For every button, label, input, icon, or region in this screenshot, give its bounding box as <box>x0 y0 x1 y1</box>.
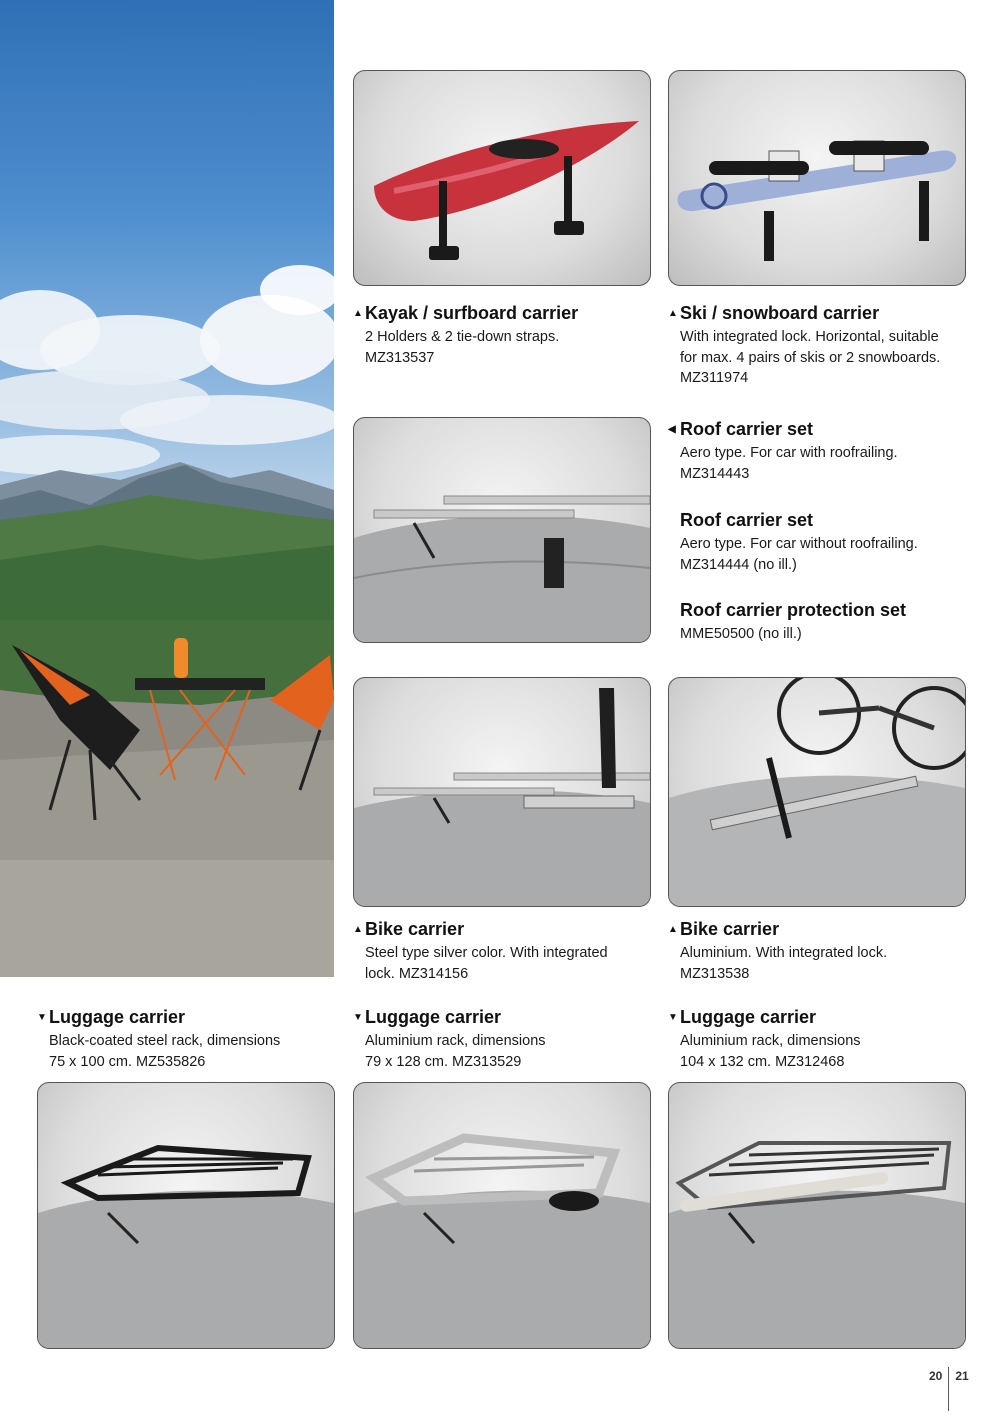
bike-carrier-aluminium-description: Aluminium. With integrated lock. MZ313538 <box>680 945 888 982</box>
roof-bars-illustration <box>354 418 650 642</box>
page-number-right: 21 <box>955 1369 969 1383</box>
roof-carrier-no-rail-title: Roof carrier set <box>680 510 814 530</box>
ski-carrier-item <box>668 302 940 389</box>
page-number-divider <box>948 1367 949 1411</box>
page-numbers <box>929 1369 969 1411</box>
bike-mount-illustration <box>354 678 650 906</box>
roof-carrier-no-rail-description: Aero type. For car without roofrailing. MZ314444 (no ill.) <box>680 536 918 573</box>
arrow-up-icon: ▲ <box>353 924 363 935</box>
bike-carrier-steel-item <box>353 918 608 984</box>
arrow-down-icon: ▼ <box>353 1012 363 1023</box>
roof-carrier-title: ◀ Roof carrier set <box>668 419 814 439</box>
kayak-carrier-photo <box>353 70 651 286</box>
luggage-carrier-steel-photo <box>37 1082 335 1349</box>
bike-carrier-steel-photo <box>353 677 651 907</box>
ski-carrier-photo <box>668 70 966 286</box>
luggage-carrier-aluminium-104-description: Aluminium rack, dimensions 104 x 132 cm. MZ312468 <box>680 1033 861 1070</box>
black-rack-illustration <box>38 1083 334 1348</box>
bike-carrier-aluminium-title: ▲ Bike carrier <box>668 919 780 939</box>
bike-carrier-steel-title: ▲ Bike carrier <box>353 919 465 939</box>
luggage-carrier-aluminium-79-title: ▼ Luggage carrier <box>353 1007 502 1027</box>
page-number-left: 20 <box>929 1369 943 1383</box>
luggage-carrier-aluminium-79-item <box>353 1006 546 1072</box>
luggage-carrier-steel-description: Black-coated steel rack, dimensions 75 x 100 cm. MZ535826 <box>49 1033 281 1070</box>
bike-carrier-aluminium-item <box>668 918 887 984</box>
luggage-carrier-aluminium-104-item <box>668 1006 861 1072</box>
arrow-down-icon: ▼ <box>668 1012 678 1023</box>
kayak-carrier-title: ▲ Kayak / surfboard carrier <box>353 303 579 323</box>
silver-rack-illustration <box>354 1083 650 1348</box>
ski-carrier-description: With integrated lock. Horizontal, suitable for max. 4 pairs of skis or 2 snowboards. MZ311974 <box>680 329 941 386</box>
bike-carrier-aluminium-photo <box>668 677 966 907</box>
arrow-up-icon: ▲ <box>353 308 363 319</box>
roof-carrier-item <box>668 418 898 484</box>
arrow-up-icon: ▲ <box>668 308 678 319</box>
ski-carrier-title: ▲ Ski / snowboard carrier <box>668 303 880 323</box>
kayak-illustration <box>354 71 650 285</box>
roof-carrier-photo <box>353 417 651 643</box>
bicycle-illustration <box>669 678 965 906</box>
luggage-carrier-aluminium-104-photo <box>668 1082 966 1349</box>
scenic-photo <box>0 0 334 977</box>
luggage-carrier-aluminium-104-title: ▼ Luggage carrier <box>668 1007 817 1027</box>
roof-protection-title: Roof carrier protection set <box>680 600 907 620</box>
luggage-carrier-aluminium-79-photo <box>353 1082 651 1349</box>
luggage-carrier-steel-item <box>37 1006 280 1072</box>
kayak-carrier-item <box>353 302 578 368</box>
roof-carrier-description: Aero type. For car with roofrailing. MZ314443 <box>680 445 898 482</box>
snowboard-illustration <box>669 71 965 285</box>
mountain-landscape-illustration <box>0 0 334 977</box>
roof-protection-item <box>668 599 906 645</box>
kayak-carrier-description: 2 Holders & 2 tie-down straps. MZ313537 <box>365 329 560 366</box>
arrow-down-icon: ▼ <box>37 1012 47 1023</box>
large-rack-illustration <box>669 1083 965 1348</box>
luggage-carrier-steel-title: ▼ Luggage carrier <box>37 1007 186 1027</box>
arrow-left-icon: ◀ <box>668 424 676 435</box>
bike-carrier-steel-description: Steel type silver color. With integrated lock. MZ314156 <box>365 945 608 982</box>
roof-carrier-no-rail-item <box>668 509 918 575</box>
luggage-carrier-aluminium-79-description: Aluminium rack, dimensions 79 x 128 cm. MZ313529 <box>365 1033 546 1070</box>
roof-protection-description: MME50500 (no ill.) <box>680 626 802 642</box>
arrow-up-icon: ▲ <box>668 924 678 935</box>
